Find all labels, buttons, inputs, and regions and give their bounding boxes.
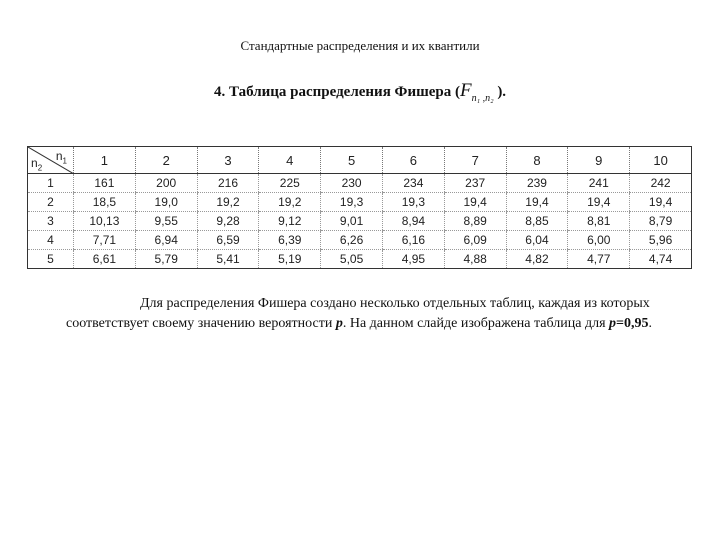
table-cell: 161 xyxy=(74,174,136,193)
column-header: 9 xyxy=(568,147,630,174)
table-cell: 242 xyxy=(630,174,692,193)
table-cell: 19,3 xyxy=(382,193,444,212)
corner-n2-label: $n_2$ xyxy=(31,155,43,172)
table-cell: 4,77 xyxy=(568,250,630,269)
table-cell: 8,94 xyxy=(382,212,444,231)
table-cell: 8,89 xyxy=(444,212,506,231)
table-cell: 4,74 xyxy=(630,250,692,269)
table-cell: 4,95 xyxy=(382,250,444,269)
table-row xyxy=(28,212,692,231)
table-cell: 6,16 xyxy=(382,231,444,250)
table-cell: 9,12 xyxy=(259,212,321,231)
table-cell: 19,4 xyxy=(444,193,506,212)
paragraph-end: . xyxy=(648,316,653,331)
table-cell: 19,3 xyxy=(321,193,383,212)
fisher-formula xyxy=(460,80,494,104)
paragraph-p-value: =0,95 xyxy=(616,316,649,331)
table-cell: 4,88 xyxy=(444,250,506,269)
table-header-row xyxy=(28,147,692,174)
table-cell: 5,05 xyxy=(321,250,383,269)
slide-title xyxy=(0,80,720,104)
table-cell: 9,55 xyxy=(135,212,197,231)
column-header: 8 xyxy=(506,147,568,174)
table-cell: 239 xyxy=(506,174,568,193)
table-cell: 6,00 xyxy=(568,231,630,250)
row-header: 5 xyxy=(28,250,74,269)
table-cell: 9,28 xyxy=(197,212,259,231)
table-cell: 7,71 xyxy=(74,231,136,250)
table-cell: 234 xyxy=(382,174,444,193)
table-cell: 5,41 xyxy=(197,250,259,269)
table-cell: 19,4 xyxy=(506,193,568,212)
description-paragraph xyxy=(66,294,676,334)
column-header: 4 xyxy=(259,147,321,174)
slide-header: Стандартные распределения и их квантили xyxy=(240,38,480,53)
table-cell: 216 xyxy=(197,174,259,193)
title-text: 4. Таблица распределения Фишера ( xyxy=(213,84,460,100)
table-cell: 6,04 xyxy=(506,231,568,250)
column-header: 2 xyxy=(135,147,197,174)
table-cell: 5,19 xyxy=(259,250,321,269)
table-cell: 6,26 xyxy=(321,231,383,250)
table-cell: 5,79 xyxy=(135,250,197,269)
column-header: 7 xyxy=(444,147,506,174)
paragraph-text-2: . На данном слайде изображена таблица для xyxy=(342,316,610,331)
fisher-table xyxy=(27,146,692,269)
table-cell: 19,2 xyxy=(259,193,321,212)
table-cell: 19,4 xyxy=(630,193,692,212)
paragraph-text-1: Для распределения Фишера создано несколько отдельных таблиц, каждая из которых соответствует своему значению вероятности xyxy=(66,296,650,331)
table-cell: 5,96 xyxy=(630,231,692,250)
column-header: 6 xyxy=(382,147,444,174)
table-cell: 19,2 xyxy=(197,193,259,212)
row-header: 2 xyxy=(28,193,74,212)
table-cell: 4,82 xyxy=(506,250,568,269)
formula-sub: n₁ ,n₂ xyxy=(471,92,494,104)
column-header: 3 xyxy=(197,147,259,174)
table-cell: 225 xyxy=(259,174,321,193)
column-header: 10 xyxy=(630,147,692,174)
table-cell: 241 xyxy=(568,174,630,193)
formula-main: F xyxy=(460,80,472,101)
table-cell: 19,4 xyxy=(568,193,630,212)
row-header: 4 xyxy=(28,231,74,250)
table-body xyxy=(28,174,692,269)
table-row xyxy=(28,174,692,193)
table-cell: 8,81 xyxy=(568,212,630,231)
table-cell: 237 xyxy=(444,174,506,193)
table-cell: 8,85 xyxy=(506,212,568,231)
table-cell: 200 xyxy=(135,174,197,193)
row-header: 1 xyxy=(28,174,74,193)
paragraph-p1: p xyxy=(335,316,343,331)
title-close: ). xyxy=(493,84,507,100)
table-row xyxy=(28,250,692,269)
table-cell: 9,01 xyxy=(321,212,383,231)
table-cell: 6,59 xyxy=(197,231,259,250)
table-cell: 18,5 xyxy=(74,193,136,212)
corner-n1-label: $n_1$ xyxy=(55,149,67,166)
table-cell: 6,94 xyxy=(135,231,197,250)
paragraph-p2: p xyxy=(609,316,617,331)
table-cell: 8,79 xyxy=(630,212,692,231)
table-row xyxy=(28,193,692,212)
row-header: 3 xyxy=(28,212,74,231)
table-cell: 6,39 xyxy=(259,231,321,250)
table-cell: 6,61 xyxy=(74,250,136,269)
table-row xyxy=(28,231,692,250)
table-cell: 10,13 xyxy=(74,212,136,231)
table-cell: 6,09 xyxy=(444,231,506,250)
table-cell: 19,0 xyxy=(135,193,197,212)
column-header: 5 xyxy=(321,147,383,174)
corner-cell xyxy=(28,147,74,174)
table-cell: 230 xyxy=(321,174,383,193)
column-header: 1 xyxy=(74,147,136,174)
